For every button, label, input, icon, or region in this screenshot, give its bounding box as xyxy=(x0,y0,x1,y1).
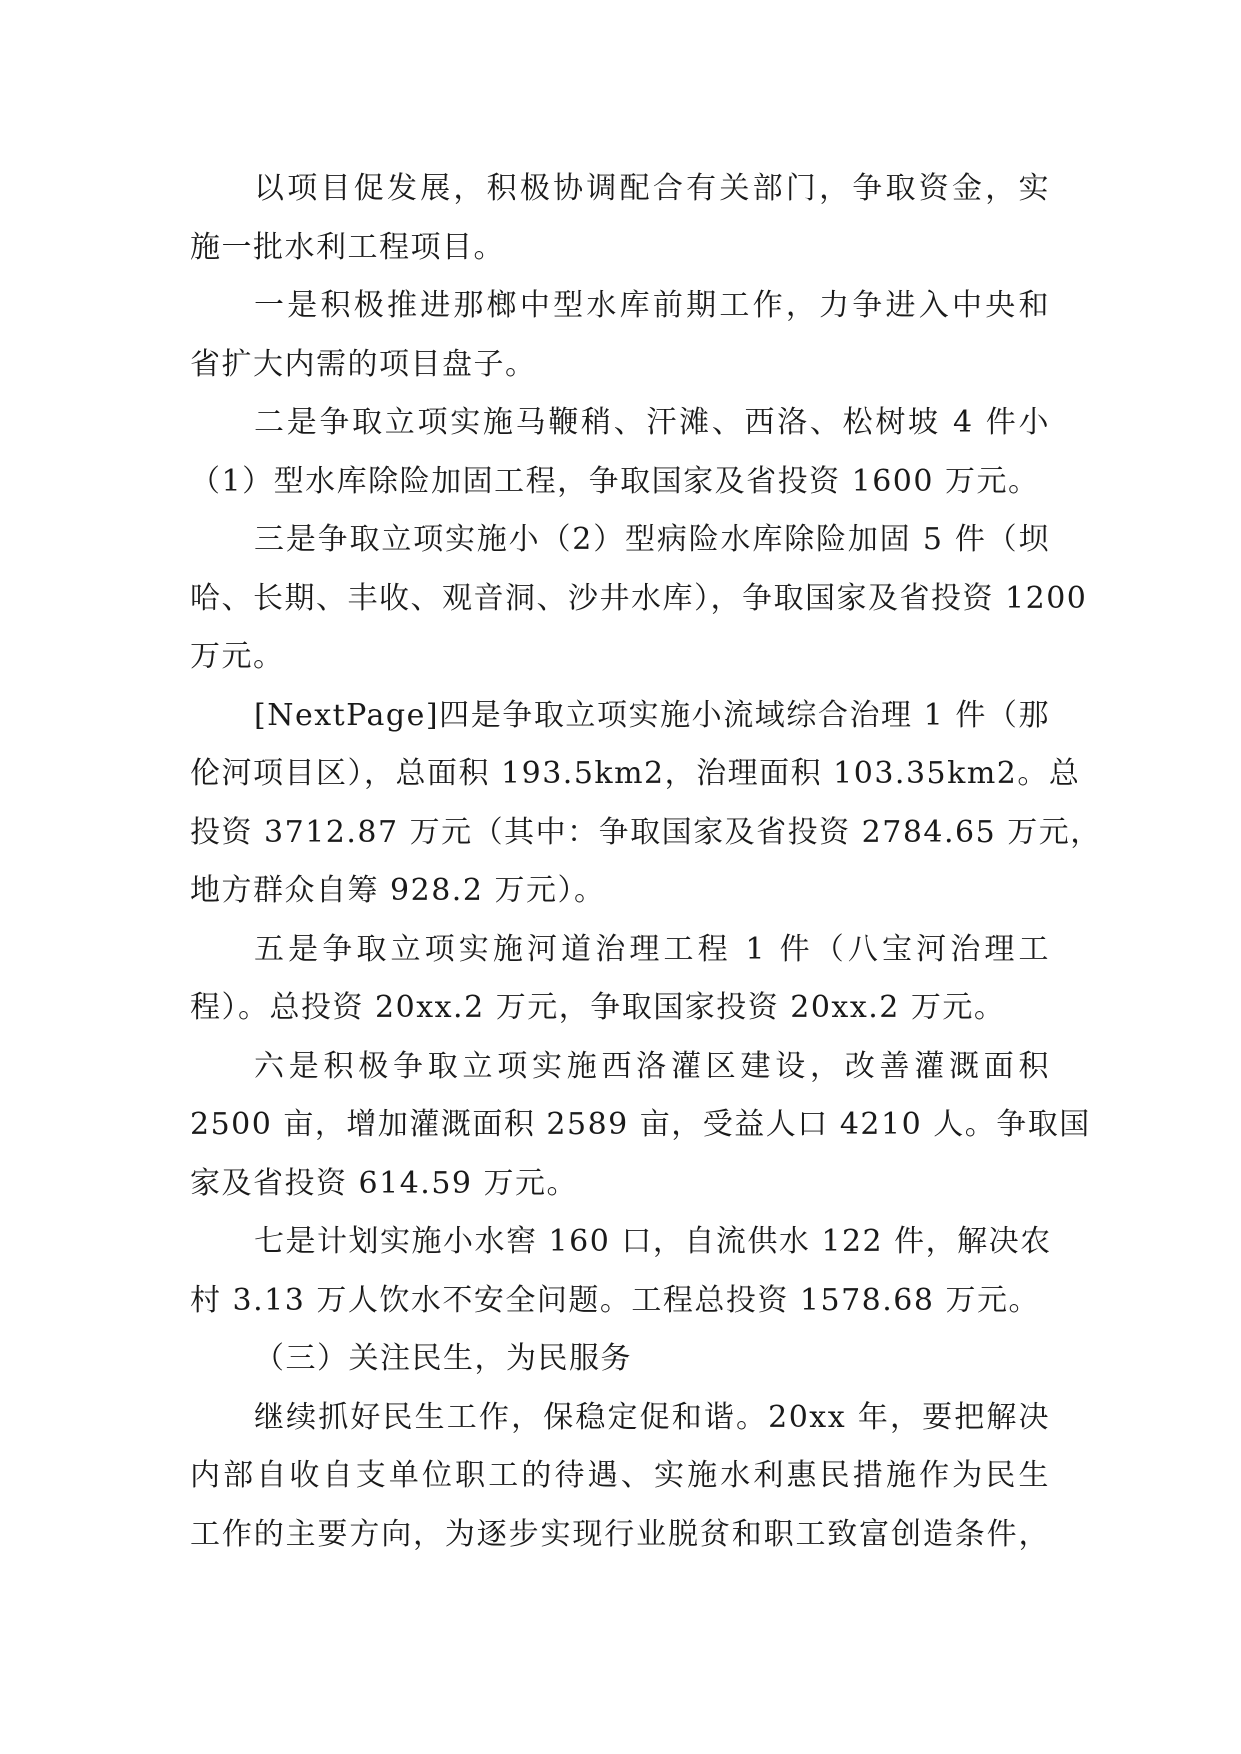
text-line: 七是计划实施小水窖 160 口，自流供水 122 件，解决农 xyxy=(254,1224,1052,1259)
text-line: 投资 3712.87 万元（其中：争取国家及省投资 2784.65 万元， xyxy=(190,814,1102,850)
text-line: 六是积极争取立项实施西洛灌区建设，改善灌溉面积 xyxy=(254,1048,1050,1084)
section-heading-text: （三）关注民生，为民服务 xyxy=(254,1341,632,1376)
text-line: 三是争取立项实施小（2）型病险水库除险加固 5 件（坝 xyxy=(254,522,1050,557)
paragraph-item-6 xyxy=(190,1038,1091,1214)
text-line: 以项目促发展，积极协调配合有关部门，争取资金，实 xyxy=(254,171,1050,206)
text-line: 继续抓好民生工作，保稳定促和谐。20xx 年，要把解决 xyxy=(254,1399,1050,1435)
text-line: 伦河项目区），总面积 193.5km2，治理面积 103.35km2。总 xyxy=(190,756,1081,791)
text-line: 家及省投资 614.59 万元。 xyxy=(190,1165,579,1201)
text-line: 2500 亩，增加灌溉面积 2589 亩，受益人口 4210 人。争取国 xyxy=(190,1107,1091,1142)
paragraph-item-5 xyxy=(190,921,1050,1038)
text-line: 哈、长期、丰收、观音洞、沙井水库），争取国家及省投资 1200 xyxy=(190,580,1088,616)
paragraph-item-4 xyxy=(190,687,1102,921)
paragraph-item-1 xyxy=(190,277,1050,394)
text-line: 二是争取立项实施马鞭稍、汗滩、西洛、松树坡 4 件小 xyxy=(254,405,1050,440)
text-line: 五是争取立项实施河道治理工程 1 件（八宝河治理工 xyxy=(254,931,1050,967)
text-line: 施一批水利工程项目。 xyxy=(190,229,505,265)
paragraph-item-7 xyxy=(190,1213,1050,1330)
paragraph-intro xyxy=(190,160,1050,277)
text-line: 内部自收自支单位职工的待遇、实施水利惠民措施作为民生 xyxy=(190,1458,1050,1493)
text-line: 程）。总投资 20xx.2 万元，争取国家投资 20xx.2 万元。 xyxy=(190,990,1006,1025)
document-body xyxy=(190,160,1102,1564)
paragraph-item-3 xyxy=(190,511,1088,687)
text-line: 村 3.13 万人饮水不安全问题。工程总投资 1578.68 万元。 xyxy=(190,1282,1040,1318)
section-heading xyxy=(190,1330,1050,1389)
text-line: （1）型水库除险加固工程，争取国家及省投资 1600 万元。 xyxy=(190,463,1040,499)
text-line: 省扩大内需的项目盘子。 xyxy=(190,346,537,382)
text-line: 地方群众自筹 928.2 万元）。 xyxy=(190,873,606,908)
text-line: [NextPage]四是争取立项实施小流域综合治理 1 件（那 xyxy=(254,697,1050,733)
paragraph-item-2 xyxy=(190,394,1050,511)
text-line: 一是积极推进那榔中型水库前期工作，力争进入中央和 xyxy=(254,288,1050,323)
text-line: 万元。 xyxy=(190,639,285,674)
text-line: 工作的主要方向，为逐步实现行业脱贫和职工致富创造条件， xyxy=(190,1516,1050,1552)
paragraph-livelihood xyxy=(190,1389,1050,1565)
